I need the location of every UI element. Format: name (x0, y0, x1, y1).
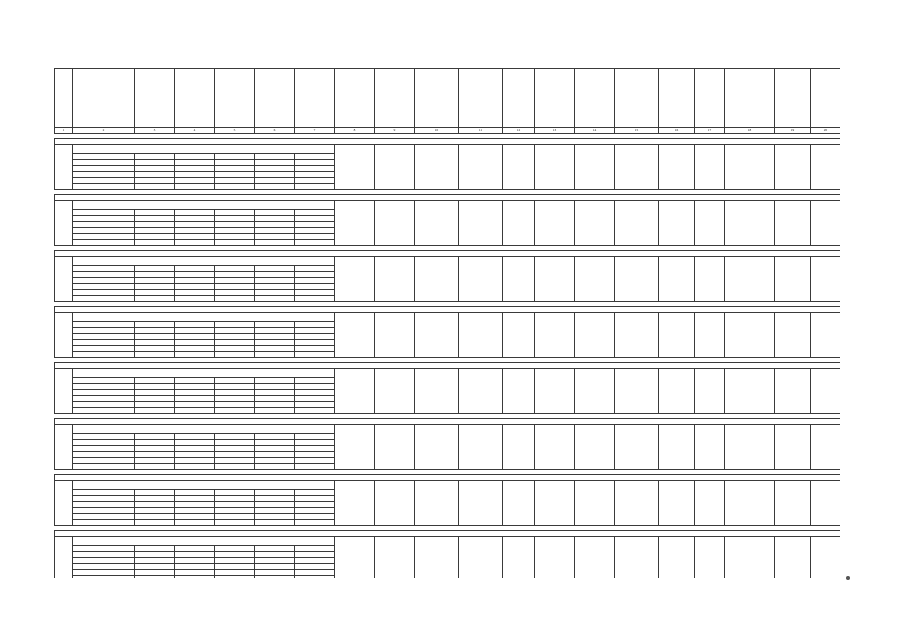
developer-cell (535, 145, 575, 190)
result-cell (375, 145, 415, 190)
cost-cell (615, 257, 659, 302)
owner-cell (575, 145, 615, 190)
d2-cell (811, 313, 841, 358)
deadline-cell (335, 369, 375, 414)
deadline-cell (335, 257, 375, 302)
column-number: 5 (215, 128, 255, 134)
item-title (73, 481, 335, 490)
d1-cell (775, 481, 811, 526)
item-number (55, 425, 73, 470)
header-col-13 (535, 69, 575, 128)
result-cell (375, 313, 415, 358)
recipient-cell (695, 425, 725, 470)
result-cell (375, 369, 415, 414)
header-col-7 (295, 69, 335, 128)
recipient-cell (695, 201, 725, 246)
finance-value-year (175, 576, 215, 579)
deadline-cell (335, 201, 375, 246)
d1-cell (775, 425, 811, 470)
item-number (55, 257, 73, 302)
customer-cell (503, 537, 535, 579)
work-type-cell (415, 313, 459, 358)
basis-cell (725, 313, 775, 358)
column-number: 9 (375, 128, 415, 134)
cost-cell (615, 145, 659, 190)
header-col-18 (725, 69, 775, 128)
owner-cell (575, 369, 615, 414)
capacity-cell (459, 481, 503, 526)
item-title (73, 425, 335, 434)
capacity-cell (459, 257, 503, 302)
column-number: 4 (175, 128, 215, 134)
item-title (73, 537, 335, 546)
item-title (73, 313, 335, 322)
column-number: 20 (811, 128, 841, 134)
procedure-cell (659, 369, 695, 414)
capacity-cell (459, 537, 503, 579)
column-number: 12 (503, 128, 535, 134)
work-type-cell (415, 257, 459, 302)
owner-cell (575, 201, 615, 246)
work-type-cell (415, 369, 459, 414)
cost-cell (615, 481, 659, 526)
d2-cell (811, 481, 841, 526)
item-number (55, 145, 73, 190)
cost-cell (615, 201, 659, 246)
procedure-cell (659, 145, 695, 190)
result-cell (375, 425, 415, 470)
work-type-cell (415, 481, 459, 526)
header-col-14 (575, 69, 615, 128)
finance-value-empty (295, 576, 335, 579)
item-row (55, 481, 841, 490)
header-col-9 (375, 69, 415, 128)
customer-cell (503, 201, 535, 246)
recipient-cell (695, 145, 725, 190)
basis-cell (725, 425, 775, 470)
item-title (73, 369, 335, 378)
item-number (55, 481, 73, 526)
investment-table-sheet (54, 68, 840, 578)
item-row (55, 369, 841, 378)
deadline-cell (335, 481, 375, 526)
scan-dot (846, 576, 850, 580)
d1-cell (775, 313, 811, 358)
result-cell (375, 257, 415, 302)
header-col-2 (73, 69, 135, 128)
header-col-1 (55, 69, 73, 128)
finance-value-empty (255, 576, 295, 579)
header-col-12 (503, 69, 535, 128)
finance-value-total (135, 576, 175, 579)
investment-table (54, 68, 840, 578)
capacity-cell (459, 201, 503, 246)
owner-cell (575, 313, 615, 358)
basis-cell (725, 257, 775, 302)
item-title (73, 201, 335, 210)
column-number: 2 (73, 128, 135, 134)
owner-cell (575, 481, 615, 526)
cost-cell (615, 313, 659, 358)
result-cell (375, 537, 415, 579)
header-col-15 (615, 69, 659, 128)
header-col-19 (775, 69, 811, 128)
deadline-cell (335, 537, 375, 579)
d2-cell (811, 201, 841, 246)
d1-cell (775, 369, 811, 414)
column-number: 6 (255, 128, 295, 134)
capacity-cell (459, 369, 503, 414)
d1-cell (775, 537, 811, 579)
column-number: 1 (55, 128, 73, 134)
cost-cell (615, 369, 659, 414)
item-number (55, 313, 73, 358)
result-cell (375, 201, 415, 246)
basis-cell (725, 369, 775, 414)
recipient-cell (695, 369, 725, 414)
developer-cell (535, 201, 575, 246)
procedure-cell (659, 425, 695, 470)
procedure-cell (659, 313, 695, 358)
customer-cell (503, 145, 535, 190)
work-type-cell (415, 537, 459, 579)
column-number: 3 (135, 128, 175, 134)
column-number: 11 (459, 128, 503, 134)
recipient-cell (695, 481, 725, 526)
item-number (55, 369, 73, 414)
d1-cell (775, 145, 811, 190)
item-title (73, 145, 335, 154)
d2-cell (811, 425, 841, 470)
finance-value-empty (215, 576, 255, 579)
developer-cell (535, 313, 575, 358)
basis-cell (725, 201, 775, 246)
owner-cell (575, 257, 615, 302)
basis-cell (725, 537, 775, 579)
column-number: 17 (695, 128, 725, 134)
owner-cell (575, 425, 615, 470)
developer-cell (535, 257, 575, 302)
procedure-cell (659, 481, 695, 526)
d2-cell (811, 257, 841, 302)
developer-cell (535, 369, 575, 414)
procedure-cell (659, 537, 695, 579)
column-number: 13 (535, 128, 575, 134)
procedure-cell (659, 201, 695, 246)
deadline-cell (335, 313, 375, 358)
deadline-cell (335, 145, 375, 190)
developer-cell (535, 481, 575, 526)
customer-cell (503, 481, 535, 526)
finance-label (73, 576, 135, 579)
item-row (55, 313, 841, 322)
capacity-cell (459, 313, 503, 358)
item-row (55, 537, 841, 546)
column-number: 19 (775, 128, 811, 134)
developer-cell (535, 537, 575, 579)
header-col-3 (135, 69, 175, 128)
work-type-cell (415, 201, 459, 246)
header-col-8 (335, 69, 375, 128)
column-number: 8 (335, 128, 375, 134)
d2-cell (811, 145, 841, 190)
header-col-20 (811, 69, 841, 128)
cost-cell (615, 425, 659, 470)
work-type-cell (415, 425, 459, 470)
customer-cell (503, 369, 535, 414)
column-number: 10 (415, 128, 459, 134)
d2-cell (811, 369, 841, 414)
recipient-cell (695, 537, 725, 579)
item-row (55, 425, 841, 434)
header-row (55, 69, 841, 128)
recipient-cell (695, 313, 725, 358)
customer-cell (503, 313, 535, 358)
column-number: 14 (575, 128, 615, 134)
d2-cell (811, 537, 841, 579)
header-col-16 (659, 69, 695, 128)
column-number: 15 (615, 128, 659, 134)
customer-cell (503, 425, 535, 470)
recipient-cell (695, 257, 725, 302)
capacity-cell (459, 425, 503, 470)
customer-cell (503, 257, 535, 302)
header-col-4 (175, 69, 215, 128)
header-col-17 (695, 69, 725, 128)
capacity-cell (459, 145, 503, 190)
column-number: 18 (725, 128, 775, 134)
item-title (73, 257, 335, 266)
header-col-6 (255, 69, 295, 128)
header-col-10 (415, 69, 459, 128)
header-col-11 (459, 69, 503, 128)
item-number (55, 537, 73, 579)
d1-cell (775, 201, 811, 246)
basis-cell (725, 481, 775, 526)
column-number: 16 (659, 128, 695, 134)
deadline-cell (335, 425, 375, 470)
item-row (55, 201, 841, 210)
item-number (55, 201, 73, 246)
d1-cell (775, 257, 811, 302)
basis-cell (725, 145, 775, 190)
result-cell (375, 481, 415, 526)
item-row (55, 145, 841, 154)
procedure-cell (659, 257, 695, 302)
owner-cell (575, 537, 615, 579)
work-type-cell (415, 145, 459, 190)
developer-cell (535, 425, 575, 470)
column-number: 7 (295, 128, 335, 134)
item-row (55, 257, 841, 266)
cost-cell (615, 537, 659, 579)
header-col-5 (215, 69, 255, 128)
